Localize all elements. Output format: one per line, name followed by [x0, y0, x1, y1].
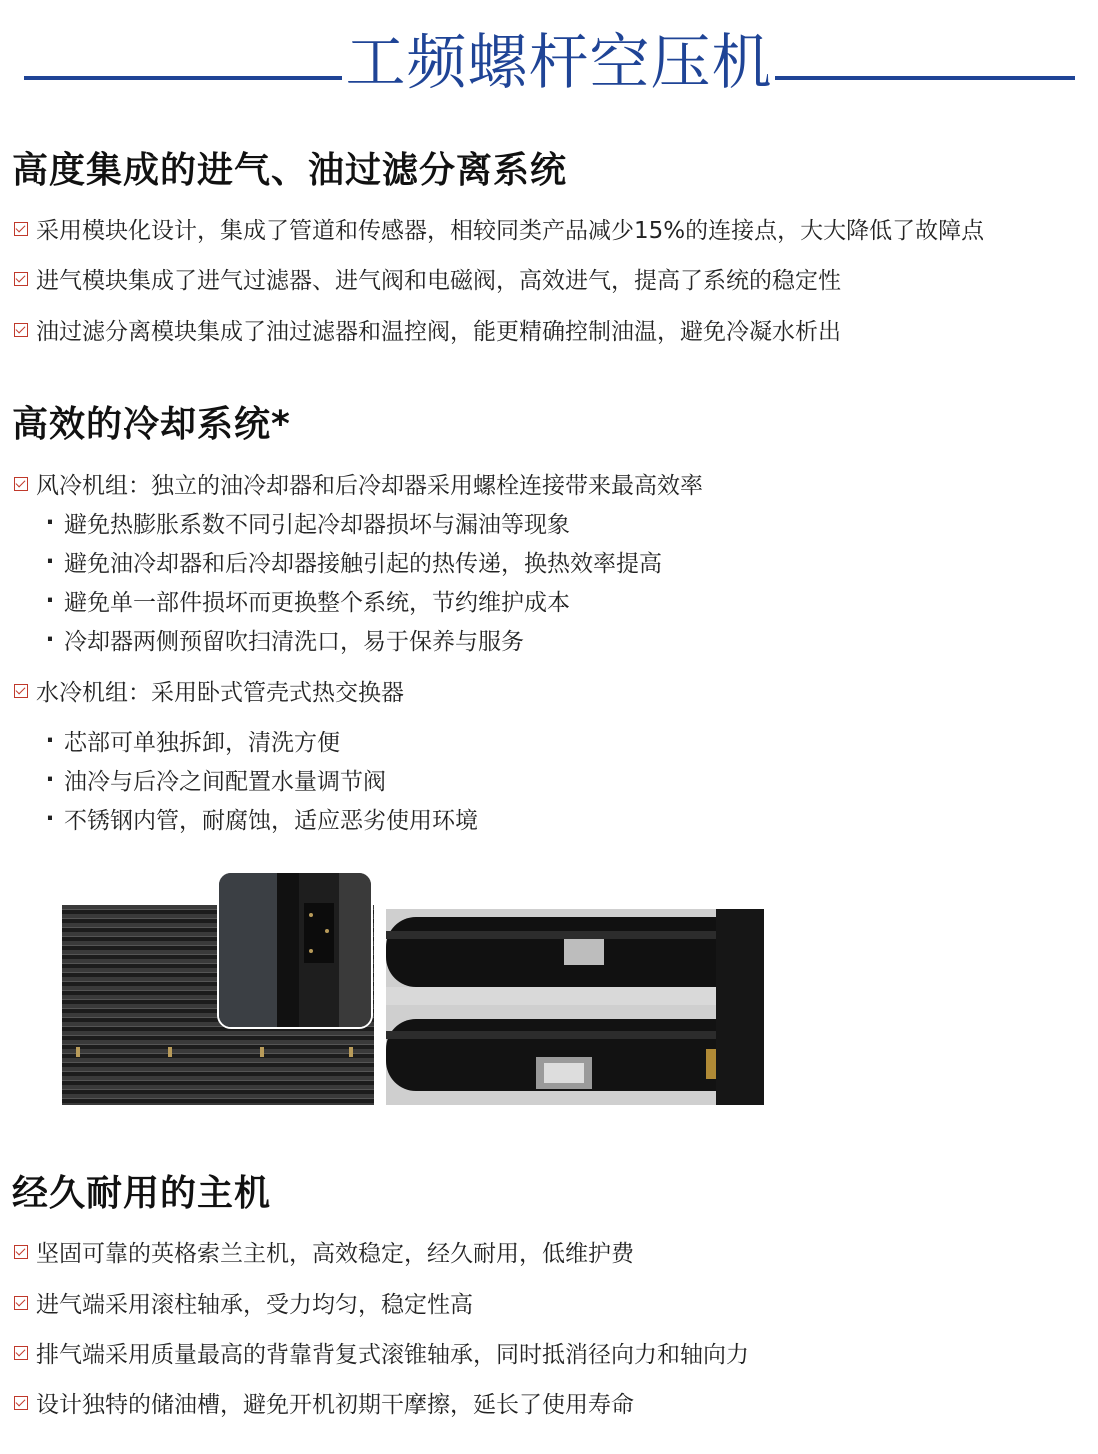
- bullet-dot-icon: ·: [45, 626, 55, 653]
- title-rule-left: [24, 76, 342, 80]
- checkbox-icon: [14, 1346, 28, 1360]
- bullet-text: 避免油冷却器和后冷却器接触引起的热传递，换热效率提高: [64, 551, 662, 577]
- bullet-dot-icon: ·: [45, 766, 55, 793]
- sub-bullet: [40, 506, 570, 539]
- feature-text: 坚固可靠的英格索兰主机，高效稳定，经久耐用，低维护费: [36, 1241, 634, 1267]
- feature-item: [14, 212, 984, 245]
- feature-text: 排气端采用质量最高的背靠背复式滚锥轴承，同时抵消径向力和轴向力: [36, 1342, 749, 1368]
- bullet-dot-icon: ·: [45, 727, 55, 754]
- page-title: 工频螺杆空压机: [345, 28, 773, 98]
- bullet-text: 不锈钢内管，耐腐蚀，适应恶劣使用环境: [64, 808, 478, 834]
- feature-item: [14, 467, 703, 500]
- bullet-text: 油冷与后冷之间配置水量调节阀: [64, 769, 386, 795]
- feature-text: 水冷机组：采用卧式管壳式热交换器: [36, 680, 404, 706]
- feature-text: 进气端采用滚柱轴承，受力均匀，稳定性高: [36, 1292, 473, 1318]
- sub-bullet: [40, 802, 478, 835]
- sub-bullet: [40, 545, 662, 578]
- feature-text: 风冷机组：独立的油冷却器和后冷却器采用螺栓连接带来最高效率: [36, 473, 703, 499]
- sub-bullet: [40, 584, 570, 617]
- checkbox-icon: [14, 1296, 28, 1310]
- feature-item: [14, 1386, 634, 1419]
- feature-item: [14, 262, 841, 295]
- inset-photo: [217, 871, 373, 1029]
- feature-text: 设计独特的储油槽，避免开机初期干摩擦，延长了使用寿命: [36, 1392, 634, 1418]
- sub-bullet: [40, 724, 340, 757]
- bullet-text: 芯部可单独拆卸，清洗方便: [64, 730, 340, 756]
- feature-text: 油过滤分离模块集成了油过滤器和温控阀，能更精确控制油温，避免冷凝水析出: [36, 319, 841, 345]
- feature-item: [14, 313, 841, 346]
- checkbox-icon: [14, 272, 28, 286]
- feature-text: 进气模块集成了进气过滤器、进气阀和电磁阀，高效进气，提高了系统的稳定性: [36, 268, 841, 294]
- sub-bullet: [40, 623, 524, 656]
- bullet-dot-icon: ·: [45, 509, 55, 536]
- inset-image: [219, 873, 371, 1027]
- heat-exchanger-photo: [386, 909, 764, 1105]
- bullet-dot-icon: ·: [45, 587, 55, 614]
- section-heading-airend: 经久耐用的主机: [12, 1173, 272, 1214]
- bullet-text: 避免单一部件损坏而更换整个系统，节约维护成本: [64, 590, 570, 616]
- checkbox-icon: [14, 1245, 28, 1259]
- section-heading-intake: 高度集成的进气、油过滤分离系统: [12, 150, 568, 191]
- bullet-dot-icon: ·: [45, 548, 55, 575]
- feature-item: [14, 1286, 473, 1319]
- bullet-text: 避免热膨胀系数不同引起冷却器损坏与漏油等现象: [64, 512, 570, 538]
- sub-bullet: [40, 763, 386, 796]
- heat-exchanger-image: [386, 909, 764, 1105]
- checkbox-icon: [14, 477, 28, 491]
- page-header: [0, 20, 1098, 100]
- feature-item: [14, 1235, 634, 1268]
- checkbox-icon: [14, 684, 28, 698]
- feature-item: [14, 1336, 749, 1369]
- title-rule-right: [775, 76, 1075, 80]
- checkbox-icon: [14, 1396, 28, 1410]
- checkbox-icon: [14, 323, 28, 337]
- bullet-dot-icon: ·: [45, 805, 55, 832]
- section-heading-cooling: 高效的冷却系统*: [12, 404, 291, 445]
- bullet-text: 冷却器两侧预留吹扫清洗口，易于保养与服务: [64, 629, 524, 655]
- checkbox-icon: [14, 222, 28, 236]
- feature-item: [14, 674, 404, 707]
- feature-text: 采用模块化设计，集成了管道和传感器，相较同类产品减少15%的连接点，大大降低了故障点: [36, 218, 985, 244]
